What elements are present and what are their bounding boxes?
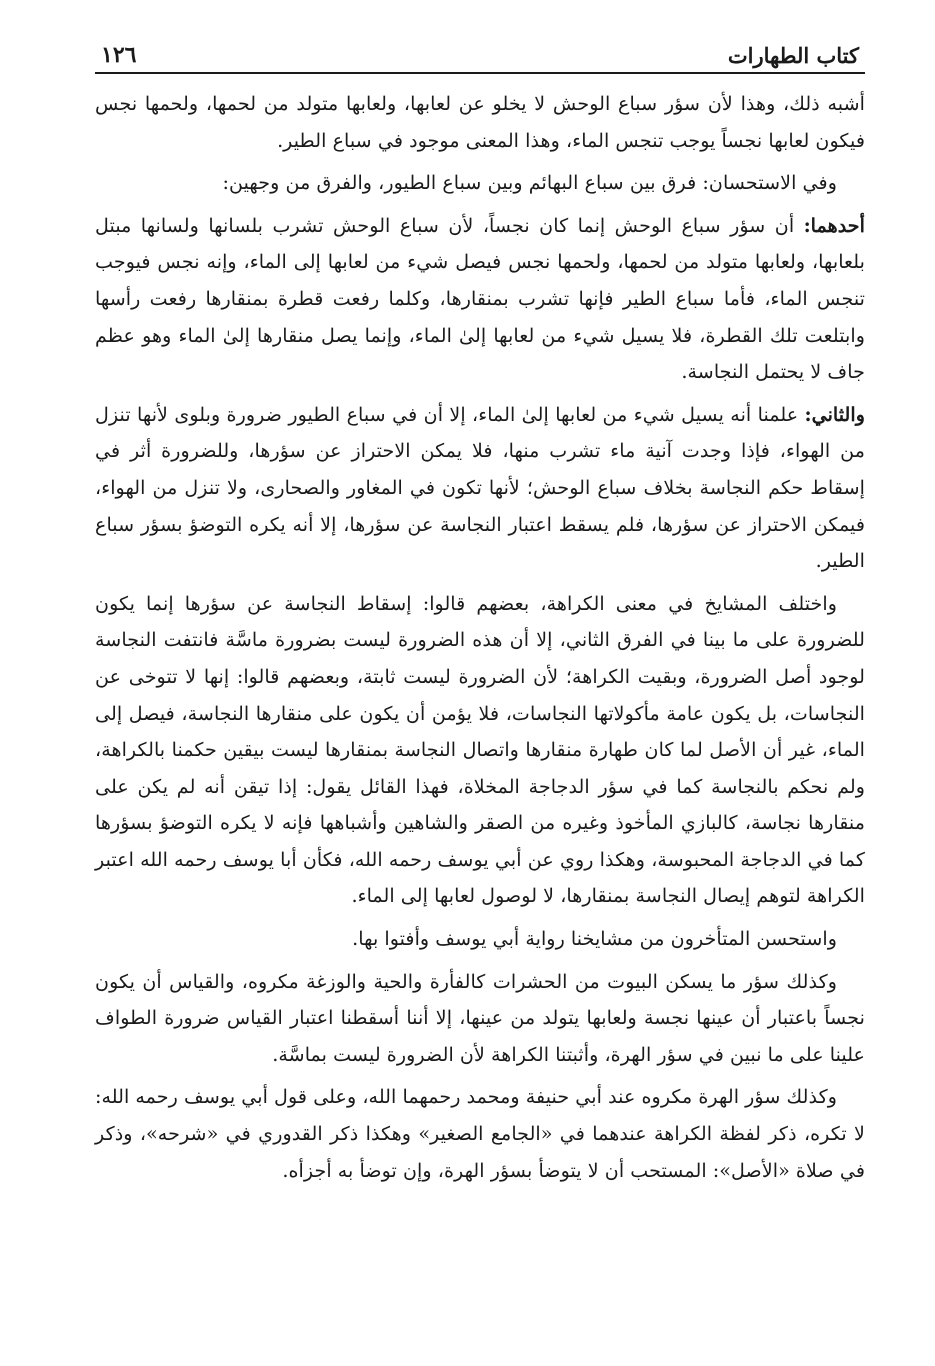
paragraph-text: أشبه ذلك، وهذا لأن سؤر سباع الوحش لا يخلو عن لعابها، ولعابها متولد من لحمها، ولحمها نجس فيكون لعابها نجساً يوجب تنجس الماء، وهذا المعنى موجود في سباع الطير. bbox=[95, 92, 865, 152]
paragraph-lead: أحدهما: bbox=[803, 213, 865, 237]
paragraph-4 bbox=[95, 397, 865, 580]
paragraph-lead: والثاني: bbox=[804, 402, 865, 426]
paragraph-7 bbox=[95, 964, 865, 1074]
paragraph-text: واستحسن المتأخرون من مشايخنا رواية أبي يوسف وأفتوا بها. bbox=[352, 927, 837, 951]
paragraph-8 bbox=[95, 1079, 865, 1189]
page-number: ١٢٦ bbox=[101, 42, 137, 68]
book-page bbox=[95, 38, 865, 1195]
paragraph-text: أن سؤر سباع الوحش إنما كان نجساً، لأن سباع الوحش تشرب بلسانها ولسانها مبتل بلعابها، ولعابها متولد من لحمها، ولحمها نجس فيصل شيء من لعابها إلى الماء، وإنه نجس فيوجب تنجس الماء، فأما سباع الطير فإنها تشرب بمنقارها، وكلما رفعت قطرة بمنقارها رفعت رأسها وابتلعت تلك القطرة، فلا يسيل شيء من لعابها إلىٰ الماء، وإنما يصل منقارها إلىٰ الماء وهو عظم جاف لا يحتمل النجاسة. bbox=[95, 213, 865, 384]
paragraph-6 bbox=[95, 921, 865, 958]
running-title: كتاب الطهارات bbox=[727, 43, 859, 68]
paragraph-text: وفي الاستحسان: فرق بين سباع البهائم وبين سباع الطيور، والفرق من وجهين: bbox=[222, 171, 837, 195]
paragraph-3 bbox=[95, 208, 865, 391]
page-header bbox=[95, 38, 865, 74]
paragraph-5 bbox=[95, 586, 865, 915]
paragraph-text: واختلف المشايخ في معنى الكراهة، بعضهم قالوا: إسقاط النجاسة عن سؤرها إنما يكون للضرورة على ما بينا في الفرق الثاني، إلا أن هذه الضرورة ليست بضرورة ماسَّة فانتفت النجاسة لوجود أصل الضرورة، وبقيت الكراهة؛ لأن الضرورة ليست ثابتة، وبعضهم قالوا: إنها لا تتوخى عن النجاسات، بل يكون عامة مأكولاتها النجاسات، فلا يؤمن أن يكون على منقارها النجاسة، فيصل إلى الماء، غير أن الأصل لما كان طهارة منقارها واتصال النجاسة بمنقارها ليست بيقين حكمنا بالكراهة، ولم نحكم بالنجاسة كما في سؤر الدجاجة المخلاة، فهذا القائل يقول: إذا تيقن أنه لم يكن على منقارها نجاسة، كالبازي المأخوذ وغيره من الصقر والشاهين وأشباهها فإنه لا يكره التوضؤ بسؤرها كما في الدجاجة المحبوسة، وهكذا روي عن أبي يوسف رحمه الله، فكأن أبا يوسف رحمه الله اعتبر الكراهة لتوهم إيصال النجاسة بمنقارها، لا لوصول لعابها إلى الماء. bbox=[95, 591, 865, 908]
paragraph-text: وكذلك سؤر ما يسكن البيوت من الحشرات كالفأرة والحية والوزغة مكروه، والقياس أن يكون نجساً باعتبار أن عينها نجسة ولعابها يتولد من عينها، إلا أننا أسقطنا اعتبار القياس ضرورة الطواف علينا على ما نبين في سؤر الهرة، وأثبتنا الكراهة لأن الضرورة ليست بماسَّة. bbox=[95, 969, 865, 1066]
paragraph-1 bbox=[95, 86, 865, 159]
paragraph-text: وكذلك سؤر الهرة مكروه عند أبي حنيفة ومحمد رحمهما الله، وعلى قول أبي يوسف رحمه الله: لا تكره، ذكر لفظة الكراهة عندهما في «الجامع الصغير» وهكذا ذكر القدوري في «شرحه»، وذكر في صلاة «الأصل»: المستحب أن لا يتوضأ بسؤر الهرة، وإن توضأ به أجزأه. bbox=[95, 1085, 865, 1182]
body-text bbox=[95, 86, 865, 1189]
paragraph-text: علمنا أنه يسيل شيء من لعابها إلىٰ الماء، إلا أن في سباع الطيور ضرورة وبلوى لأنها تنزل من الهواء، فإذا وجدت آنية ماء تشرب منها، فلا يمكن الاحتراز عن سؤرها، وللضرورة أثر في إسقاط حكم النجاسة بخلاف سباع الوحش؛ لأنها تكون في المغاور والصحارى، ولا تنزل من الهواء، فيمكن الاحتراز عن سؤرها، فلم يسقط اعتبار النجاسة عن سؤرها، إلا أنه يكره التوضؤ بسؤر سباع الطير. bbox=[95, 402, 866, 573]
paragraph-2 bbox=[95, 165, 865, 202]
